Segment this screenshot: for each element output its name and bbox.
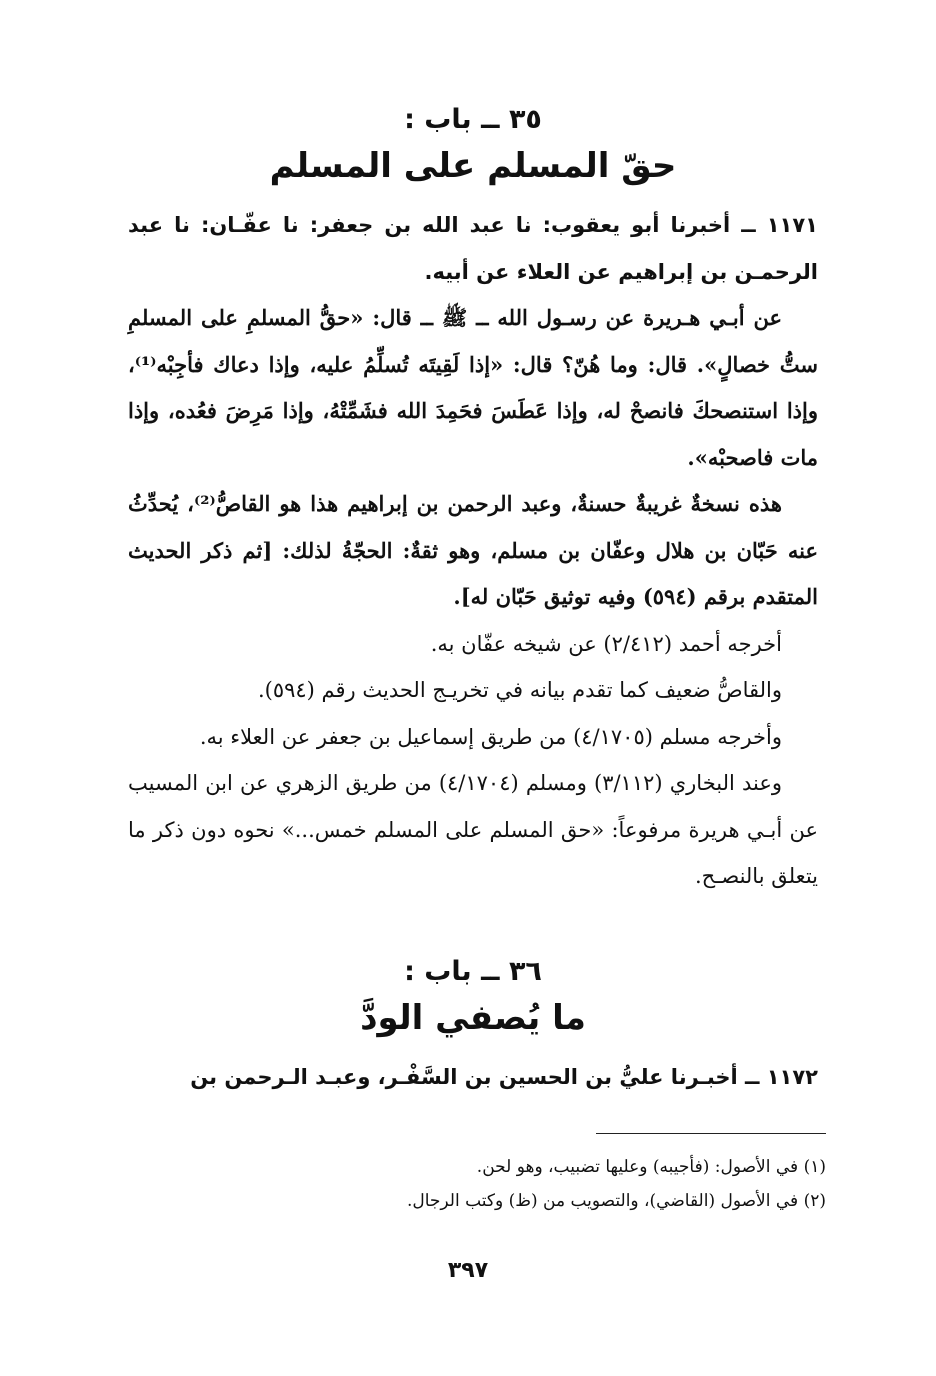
chapter-label: ٣٦ ــ باب : [404, 955, 542, 987]
chapter-title: حقّ المسلم على المسلم [269, 146, 677, 186]
hadith-1172-isnad: ١١٧٢ ــ أخبـرنا عليُّ بن الحسين بن السَّفْـر، وعبـد الـرحمن بن [190, 1064, 818, 1089]
chapter-title: ما يُصفي الودَّ [360, 997, 586, 1038]
page-number: ٣٩٧ [447, 1258, 489, 1283]
takhrij-paragraph: وعند البخاري (٣/١١٢) ومسلم (٤/١٧٠٤) من طريق الزهري عن ابن المسيب عن أبـي هريرة مرفوعاً: «حق المسلم على المسلم خمس...» نحوه دون ذكر ما يتعلق بالنصـح. [128, 771, 818, 888]
hadith-1171-commentary: هذه نسخةٌ غريبةٌ حسنةٌ، وعبد الرحمن بن إبراهيم هذا هو القاصُّ⁽²⁾، يُحدِّثُ عنه حَبّان بن هلال وعفّان بن مسلم، وهو ثقةٌ: الحجّةُ لذلك: [ثم ذكر الحديث المتقدم برقم (٥٩٤) وفيه توثيق حَبّان له]. [128, 491, 818, 609]
footnote: (١) في الأصول: (فأجيبه) وعليها تضبيب، وهو لحن. [476, 1157, 826, 1177]
hadith-1171-isnad: ١١٧١ ــ أخبرنا أبو يعقوب: نا عبد الله بن جعفر: نا عفّـان: نا عبد الرحمـن بن إبراهيم عن العلاء عن أبيه. [128, 213, 818, 284]
takhrij-paragraph: والقاصُّ ضعيف كما تقدم بيانه في تخريـج الحديث رقم (٥٩٤). [257, 678, 782, 702]
section-spacer [128, 900, 818, 952]
page-body [128, 100, 818, 1100]
footnote-divider [596, 1133, 826, 1134]
chapter-label: ٣٥ ــ باب : [404, 104, 542, 135]
footnote: (٢) في الأصول (القاضي)، والتصويب من (ظ) وكتب الرجال. [406, 1191, 826, 1211]
chapter-36-heading [128, 952, 818, 1044]
hadith-1171-matn: عن أبـي هـريرة عن رسـول الله ــ ﷺ ــ قال: «حقُّ المسلمِ على المسلمِ ستُّ خصالٍ». قال: وما هُنّ؟ قال: «إذا لَقِيتَه تُسلِّمُ عليه، وإذا دعاك فأجِبْه⁽¹⁾، وإذا استنصحكَ فانصحْ له، وإذا عَطَسَ فحَمِدَ الله فشَمِّتْهُ، وإذا مَرِضَ فعُده، وإذا مات فاصحبْه». [128, 305, 818, 470]
takhrij-paragraph: وأخرجه مسلم (٤/١٧٠٥) من طريق إسماعيل بن جعفر عن العلاء به. [199, 724, 782, 749]
footnotes [136, 1150, 826, 1218]
takhrij-paragraph: أخرجه أحمد (٢/٤١٢) عن شيخه عفّان به. [430, 631, 782, 656]
chapter-35-heading [128, 100, 818, 192]
